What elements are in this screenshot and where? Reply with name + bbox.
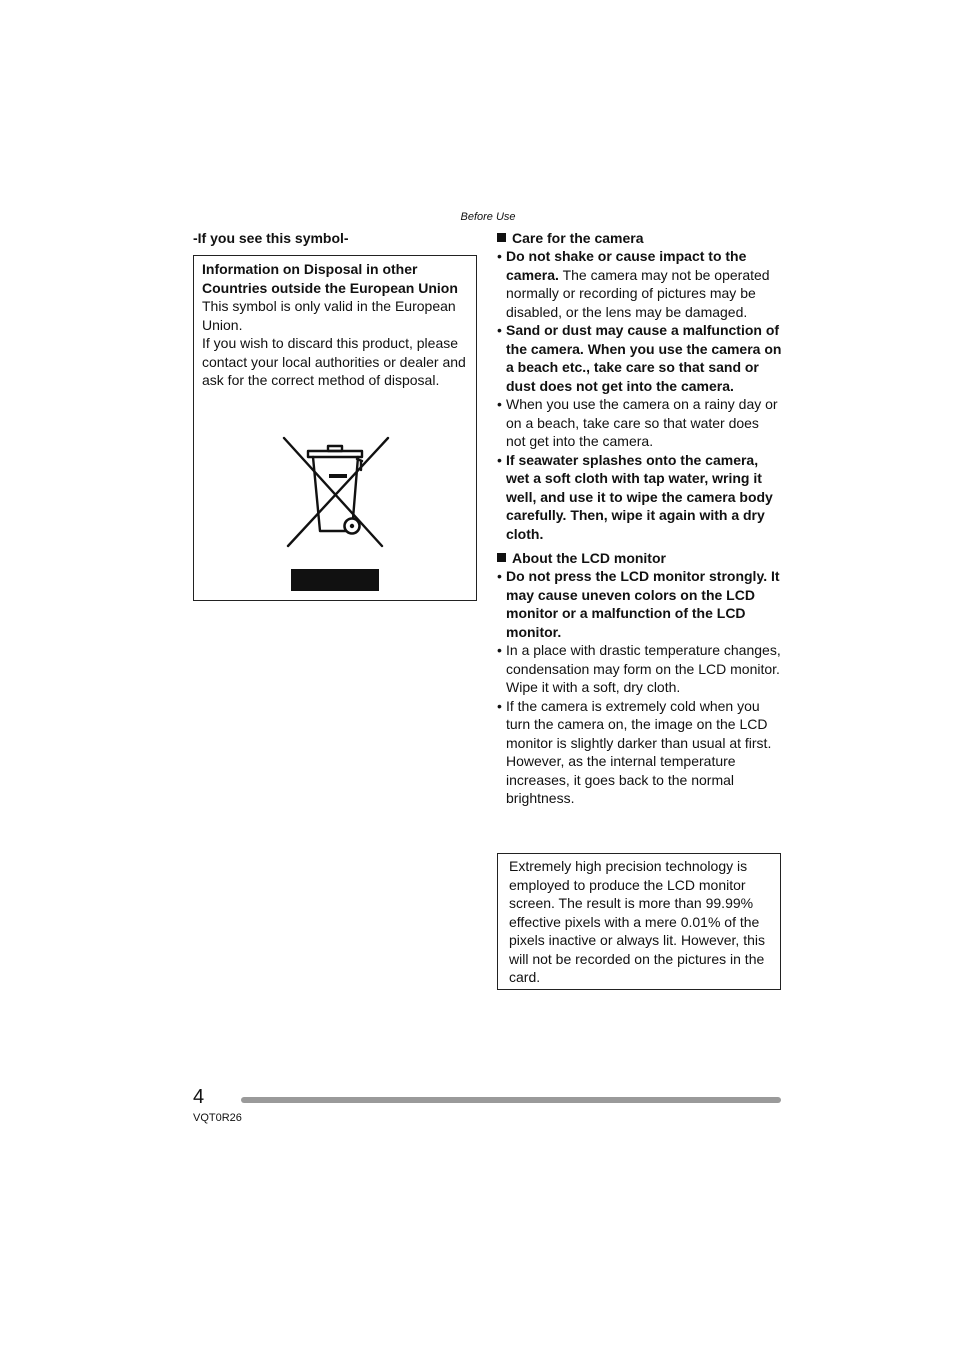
page-number: 4 — [193, 1086, 205, 1108]
list-item: • Do not shake or cause impact to the camera. The camera may not be operated normally or recording of pictures may be disabled, or the lens may be damaged. — [497, 247, 782, 321]
lcd-note-box: Extremely high precision technology is employed to produce the LCD monitor screen. The result is more than 99.99% effective pixels with a mere 0.01% of the pixels inactive or always lit. However, this will not be recorded on the pictures in the card. — [497, 853, 781, 990]
list-item: • Sand or dust may cause a malfunction of the camera. When you use the camera on a beach etc., take care so that sand or dust does not get into the camera. — [497, 321, 782, 395]
care-title: Care for the camera — [497, 230, 782, 246]
disposal-box-paragraph-2: If you wish to discard this product, please contact your local authorities or dealer and ask for the correct method of disposal. — [202, 335, 466, 388]
lcd-title: About the LCD monitor — [497, 550, 782, 566]
list-item: • In a place with drastic temperature changes, condensation may form on the LCD monitor. Wipe it with a soft, dry cloth. — [497, 641, 782, 697]
care-list — [497, 247, 782, 543]
disposal-box-title: Information on Disposal in other Countries outside the European Union — [202, 261, 458, 296]
crossed-out-wheelie-bin-icon — [282, 436, 392, 552]
list-item: • When you use the camera on a rainy day or on a beach, take care so that water does not get into the camera. — [497, 395, 782, 451]
section-header: Before Use — [460, 211, 516, 223]
list-item: • Do not press the LCD monitor strongly. It may cause uneven colors on the LCD monitor or a malfunction of the LCD monitor. — [497, 567, 782, 641]
disposal-box-paragraph-1: This symbol is only valid in the European Union. — [202, 298, 456, 333]
model-code: VQT0R26 — [193, 1112, 242, 1124]
symbol-heading: -If you see this symbol- — [193, 230, 349, 246]
footer-rule — [241, 1097, 781, 1103]
list-item: • If the camera is extremely cold when you turn the camera on, the image on the LCD monitor is slightly darker than usual at first. However, as the internal temperature increases, it goes back to the normal brightness. — [497, 697, 782, 808]
symbol-bar — [291, 569, 379, 591]
disposal-info-box — [193, 255, 477, 601]
square-bullet-icon — [497, 233, 506, 242]
square-bullet-icon — [497, 553, 506, 562]
list-item: • If seawater splashes onto the camera, wet a soft cloth with tap water, wring it well, and use it to wipe the camera body carefully. Then, wipe it again with a dry cloth. — [497, 451, 782, 544]
lcd-list — [497, 567, 782, 808]
